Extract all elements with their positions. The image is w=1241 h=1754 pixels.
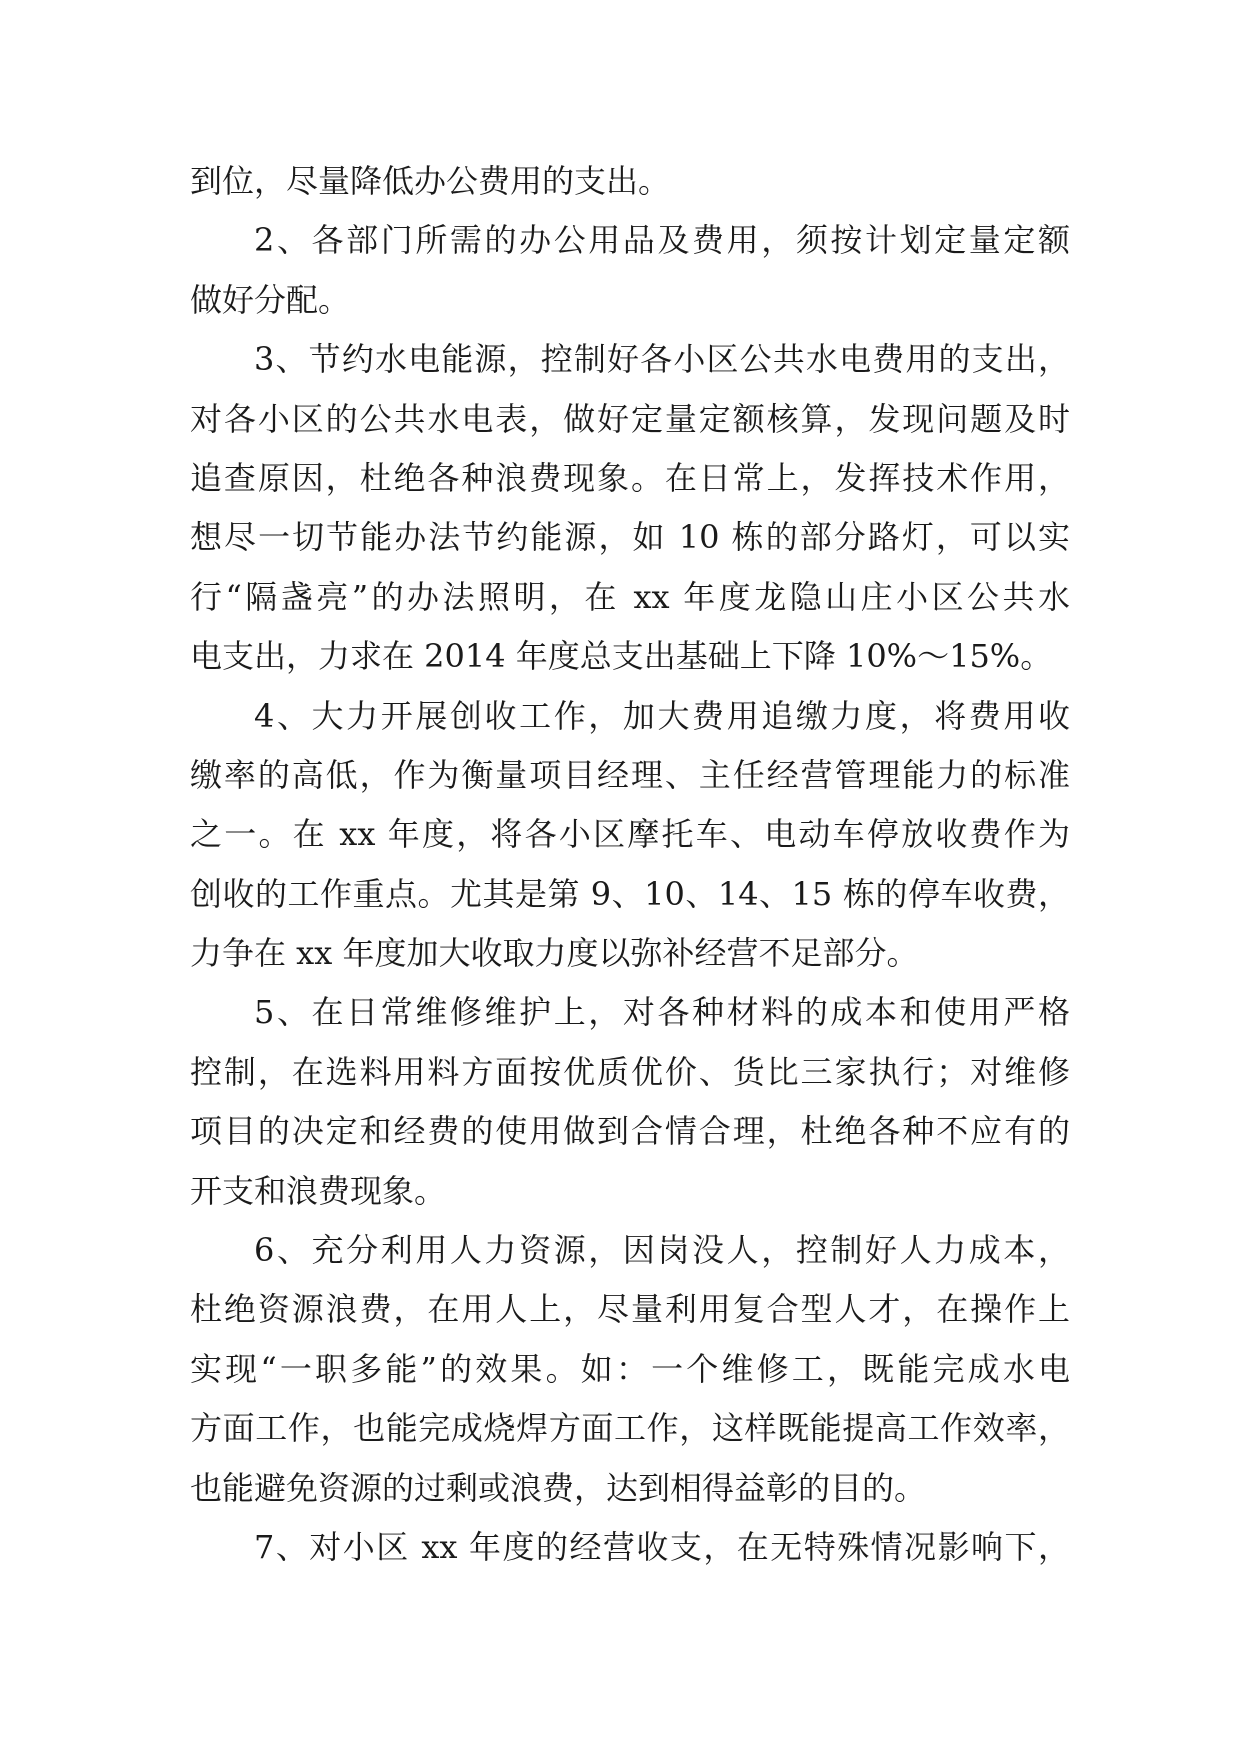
text-line: 缴率的高低，作为衡量项目经理、主任经营管理能力的标准 — [190, 755, 1070, 794]
text-line: 6、充分利用人力资源，因岗没人，控制好人力成本， — [254, 1231, 1070, 1270]
text-line: 项目的决定和经费的使用做到合情合理，杜绝各种不应有的 — [190, 1112, 1070, 1151]
text-line: 开支和浪费现象。 — [190, 1171, 447, 1210]
text-line: 杜绝资源浪费，在用人上，尽量利用复合型人才，在操作上 — [190, 1290, 1070, 1329]
text-line: 追查原因，杜绝各种浪费现象。在日常上，发挥技术作用， — [190, 458, 1070, 497]
text-line: 电支出，力求在 2014 年度总支出基础上下降 10%～15%。 — [190, 637, 1053, 676]
text-line: 创收的工作重点。尤其是第 9、10、14、15 栋的停车收费， — [190, 874, 1070, 913]
text-line: 2、各部门所需的办公用品及费用，须按计划定量定额 — [254, 221, 1070, 260]
text-line: 方面工作，也能完成烧焊方面工作，这样既能提高工作效率， — [190, 1409, 1070, 1448]
text-line: 实现“一职多能”的效果。如：一个维修工，既能完成水电 — [190, 1349, 1070, 1388]
text-line: 力争在 xx 年度加大收取力度以弥补经营不足部分。 — [190, 934, 919, 973]
text-line: 对各小区的公共水电表，做好定量定额核算，发现问题及时 — [190, 399, 1070, 438]
text-line: 行“隔盏亮”的办法照明，在 xx 年度龙隐山庄小区公共水 — [190, 577, 1070, 616]
text-line: 控制，在选料用料方面按优质优价、货比三家执行；对维修 — [190, 1052, 1070, 1091]
document-body — [190, 152, 1070, 1577]
text-line: 想尽一切节能办法节约能源，如 10 栋的部分路灯，可以实 — [190, 518, 1070, 557]
text-line: 3、节约水电能源，控制好各小区公共水电费用的支出， — [254, 340, 1070, 379]
text-line: 4、大力开展创收工作，加大费用追缴力度，将费用收 — [254, 696, 1070, 735]
text-line: 5、在日常维修维护上，对各种材料的成本和使用严格 — [254, 993, 1070, 1032]
text-line: 到位，尽量降低办公费用的支出。 — [190, 162, 671, 200]
text-line: 7、对小区 xx 年度的经营收支，在无特殊情况影响下， — [254, 1527, 1070, 1566]
text-line: 之一。在 xx 年度，将各小区摩托车、电动车停放收费作为 — [190, 815, 1070, 854]
text-line: 也能避免资源的过剩或浪费，达到相得益彰的目的。 — [190, 1468, 927, 1507]
text-line: 做好分配。 — [190, 280, 351, 319]
